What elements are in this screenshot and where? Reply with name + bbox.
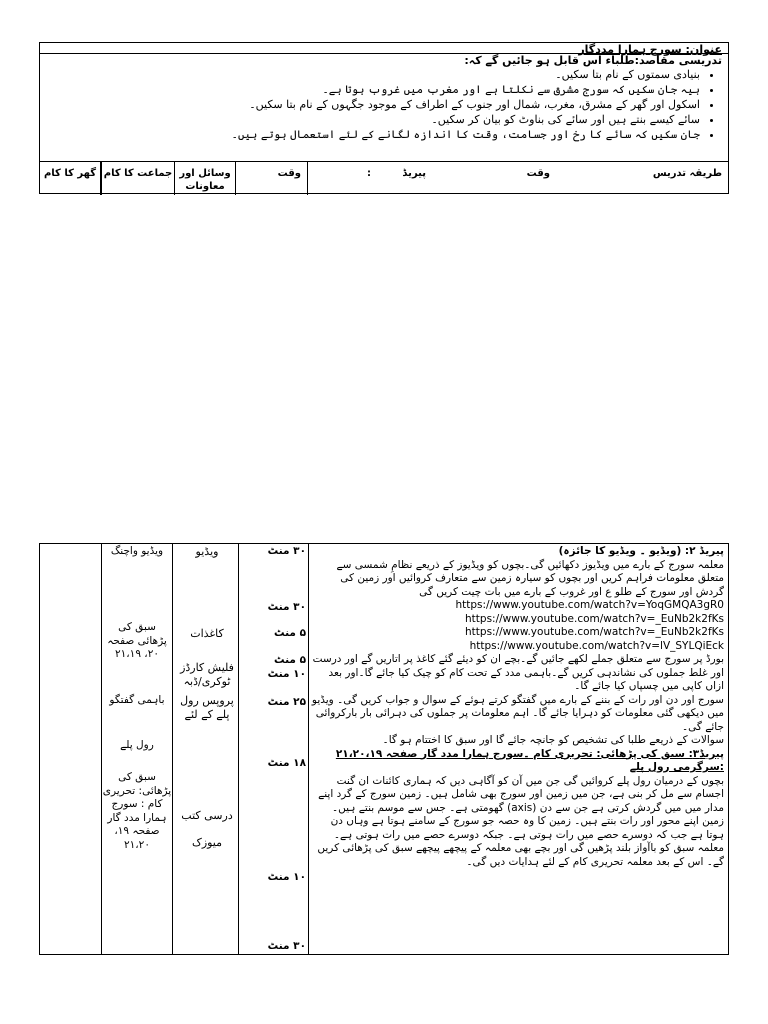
time-cell: ۱۸ منٹ bbox=[267, 757, 306, 769]
classwork-video-watching: ویڈیو واچنگ bbox=[110, 545, 164, 557]
resource-video: ویڈیو bbox=[195, 545, 219, 558]
period3-heading: پیریڈ۳: سبق کی پڑھائی: تحریری کام ۔سورج ہمارا مدد گار صفحہ ۲۱،۲۰،۱۹ bbox=[335, 747, 724, 760]
time-cell: ۵ منٹ bbox=[274, 627, 306, 639]
header-method: طریقہ تدریس bbox=[652, 168, 722, 179]
classwork-lesson-reading: سبق کی پڑھائی صفحہ ۲۰، ۲۱،۱۹ bbox=[107, 621, 167, 660]
lesson-body-table bbox=[39, 543, 729, 955]
classwork-roleplay: رول پلے bbox=[120, 739, 154, 751]
discussion-text: سورج اور دن اور رات کے بننے کے بارے میں گفتگو کرتے ہوئے کے سوال و جواب کریں گی۔ ویڈیو میں دیکھی گئی معلومات کو دہرایا جائے گا۔ اہم معلومات پر جملوں کی دہرائی بار بارکروائی جائے گی۔ bbox=[311, 693, 724, 733]
objective-item: • بیہ جان سکیں کہ سورج مشرق سے نکلتا ہے اور مغرب میں غروب ہوتا ہے۔ bbox=[230, 82, 700, 97]
video-link[interactable]: https://www.youtube.com/watch?v=lV_SYLQiEck bbox=[469, 639, 724, 652]
header-time: وقت bbox=[526, 168, 550, 179]
video-link[interactable]: https://www.youtube.com/watch?v=YoqGMQA3gR0 bbox=[455, 599, 724, 611]
resource-flashcards: فلیش کارڈز ٹوکری/ڈبہ bbox=[180, 661, 234, 688]
lesson-title: عنوان: سورج ہمارا مددگار bbox=[578, 43, 722, 56]
header-colon: : bbox=[367, 168, 371, 179]
time-cell: ۵ منٹ bbox=[274, 654, 306, 666]
time-cell: ۲۵ منٹ bbox=[267, 696, 306, 708]
objective-item: • اسکول اور گھر کے مشرق، مغرب، شمال اور جنوب کے اطراف کے موجود جگہوں کے نام بتا سکیں۔ bbox=[230, 97, 700, 112]
header-resources-cell bbox=[174, 162, 235, 195]
video-link[interactable]: https://www.youtube.com/watch?v=_EuNb2k2fKs bbox=[465, 612, 724, 625]
time-cell: ۳۰ منٹ bbox=[267, 545, 306, 557]
roleplay-text: بچوں کے درمیان رول پلے کروائیں گی جن میں آن کو آگاہی دیں کہ ہماری کائنات ان گنت اجسام سے مل کر بنی ہے، جن میں زمین اور سورج بھی شامل ہیں۔ زمین سورج کے گرد اپنے مدار میں میں گردش کرتی ہے جن سے دن (axis) گھومتی ہے۔ جس سے موسم بنتے ہیں۔ زمین اپنے محور اور رات بنتے ہیں۔ زمین کا وہ حصہ جو سورج کے سامنے ہوتا ہے وہاں دن ہوتا ہے جب کہ دوسرے حصے میں رات ہوتی ہے۔ جبکہ دوسرے حصے میں رات ہوتی ہے۔ bbox=[318, 774, 724, 841]
lesson-header-table bbox=[39, 42, 729, 194]
board-activity: بورڈ پر سورج سے متعلق جملے لکھے جائیں گے۔بچے ان کو دیئے گئے کاغذ پر اتاریں گے اور درست اور غلط جملوں کی نشاندہی کریں گے۔باہمی مدد کے تحت کام کو چیک کیا جائے گا۔اور بعد ازاں کاپی میں چسپاں کیا جائے گا۔ bbox=[312, 653, 724, 692]
header-time2-cell bbox=[235, 162, 308, 195]
period2-intro: معلمہ سورج کے بارے میں ویڈیوز دکھائیں گی۔بچوں کو ویڈیوز کے ذریعے نظامِ شمسی سے متعلق معلومات فراہم کریں اور بچوں کو سیارہ زمین سے متعارف کروائیں اور زمین کی گردش اور سورج کے طلو ع اور غروب کے بارے میں بات چیت کریں گی bbox=[336, 558, 724, 598]
column-divider bbox=[308, 544, 309, 954]
time-cell: ۱۰ منٹ bbox=[267, 668, 306, 680]
activities-column bbox=[311, 545, 724, 869]
period2-heading: پیریڈ ۲: (ویڈیو ۔ ویڈیو کا جائزہ) bbox=[558, 545, 724, 557]
objective-item: • جان سکیں کہ سائے کا رخ اور جسامت، وقت کا اندازہ لگانے کے لئے استعمال ہوتے ہیں۔ bbox=[230, 127, 700, 142]
time-cell: ۳۰ منٹ bbox=[267, 940, 306, 952]
header-homework: گھر کا کام bbox=[43, 168, 97, 179]
header-period: پیریڈ bbox=[402, 168, 426, 179]
header-method-cell bbox=[308, 162, 728, 195]
classwork-discussion: باہمی گفتگو bbox=[109, 694, 165, 706]
objective-item: • بنیادی سمتوں کے نام بتا سکیں۔ bbox=[230, 67, 700, 82]
time-cell: ۳۰ منٹ bbox=[267, 601, 306, 613]
video-link[interactable]: https://www.youtube.com/watch?v=_EuNb2k2fKs bbox=[465, 626, 724, 638]
resource-roleplay-props: پروپس رول پلے کے لئے bbox=[180, 694, 234, 721]
header-classwork-cell bbox=[101, 162, 174, 195]
assessment-text: سوالات کے ذریعے طلبا کی تشخیص کو جانچہ جائے گا اور سبق کا اختتام ہو گا۔ bbox=[382, 734, 724, 746]
header-homework-cell bbox=[40, 162, 101, 195]
header-classwork: جماعت کا کام bbox=[103, 168, 173, 179]
header-time2: وقت bbox=[277, 168, 301, 179]
reading-text: معلمہ سبق کو باآواز بلند پڑھیں گی اور بچے بھی معلمہ کے پیچھے پیچھے سبق کی پڑھائی کریں گے۔ اس کے بعد معلمہ تحریری کام کے لئے ہدایات دیں گی۔ bbox=[317, 842, 724, 868]
column-divider bbox=[238, 544, 239, 954]
resource-papers: کاغذات bbox=[190, 627, 224, 640]
objectives-list bbox=[230, 67, 714, 142]
activity-heading: :سرگرمی رول پلے bbox=[629, 761, 724, 773]
header-resources: وسائل اور معاونات bbox=[179, 168, 231, 192]
column-divider bbox=[172, 544, 173, 954]
resource-music: میوزک bbox=[191, 836, 223, 849]
objective-item: • سائے کیسے بنتے ہیں اور سائے کی بناوٹ کو بیان کر سکیں۔ bbox=[230, 112, 700, 127]
time-cell: ۱۰ منٹ bbox=[267, 871, 306, 883]
resource-textbook: درسی کتب bbox=[181, 809, 233, 822]
objectives-heading: تدریسی مقاصد:طلباء اس قابل ہو جائیں گے کہ: bbox=[464, 54, 722, 67]
classwork-lesson-reading-written: سبق کی پڑھائی: تحریری کام : سورج ہمارا مدد گار صفحہ ۱۹، ۲۱،۲۰ bbox=[102, 771, 172, 851]
